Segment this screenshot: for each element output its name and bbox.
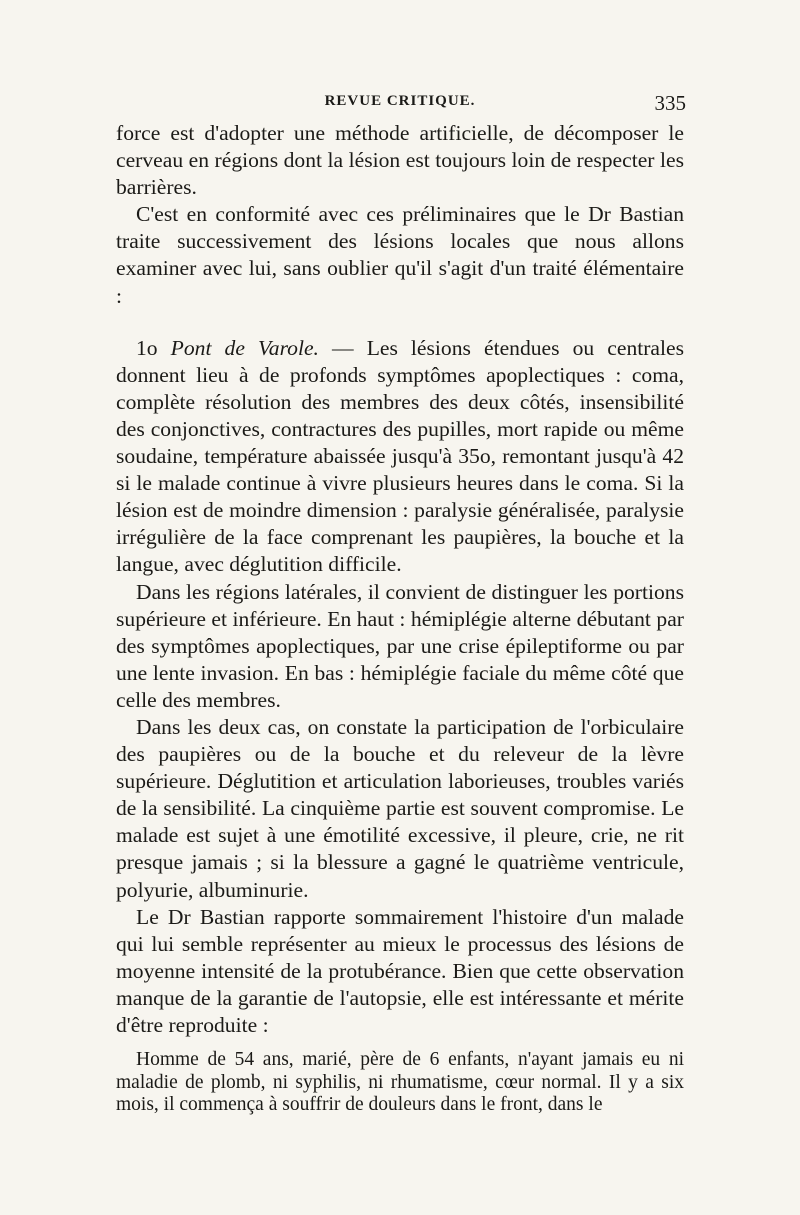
- paragraph-continuation: force est d'adopter une méthode artificielle, de décomposer le cerveau en régions dont la lésion est toujours loin de respecter les barrières.: [116, 121, 684, 200]
- section-body: — Les lésions étendues ou centrales donnent lieu à de profonds symptômes apoplectiques : coma, complète résolution des membres des deux côtés, insensibilité des conjonctives, contractures des pupilles, mort rapide ou même soudaine, température abaissée jusqu'à 35o, remontant jusqu'à 42 si le malade continue à vivre plusieurs heures dans le coma. Si la lésion est de moindre dimension : paralysie généralisée, paralysie irrégulière de la face comprenant les paupières, la bouche et la langue, avec déglutition difficile.: [116, 335, 684, 577]
- section-title: Pont de Varole.: [170, 335, 319, 360]
- paragraph-both-cases: Dans les deux cas, on constate la participation de l'orbiculaire des paupières ou de la bouche et du releveur de la lèvre supérieure. Déglutition et articulation laborieuses, troubles variés de la sensibilité. La cinquième partie est souvent compromise. Le malade est sujet à une émotilité excessive, il pleure, crie, ne rit presque jamais ; si la blessure a gagné le quatrième ventricule, polyurie, albuminurie.: [116, 714, 684, 902]
- running-title: REVUE CRITIQUE.: [324, 93, 476, 109]
- paragraph-bastian-case: Le Dr Bastian rapporte sommairement l'histoire d'un malade qui lui semble représenter au mieux le processus des lésions de moyenne intensité de la protubérance. Bien que cette observation manque de la garantie de l'autopsie, elle est intéressante et mérite d'être reproduite :: [116, 904, 684, 1037]
- paragraph-pont-de-varole: [116, 335, 684, 579]
- section-number: 1o: [136, 335, 171, 360]
- running-head: [116, 93, 684, 117]
- page-number: 335: [654, 91, 686, 115]
- paragraph-preliminaries: C'est en conformité avec ces préliminaires que le Dr Bastian traite successivement des lésions locales que nous allons examiner avec lui, sans oublier qu'il s'agit d'un traité élémentaire :: [116, 202, 684, 308]
- body-text: [116, 120, 684, 1116]
- paragraph-lateral-regions: Dans les régions latérales, il convient de distinguer les portions supérieure et inférieure. En haut : hémiplégie alterne débutant par des symptômes apoplectiques, par une crise épileptiforme ou par une lente invasion. En bas : hémiplégie faciale du même côté que celle des membres.: [116, 579, 684, 712]
- paragraph-observation: Homme de 54 ans, marié, père de 6 enfants, n'ayant jamais eu ni maladie de plomb, ni syphilis, ni rhumatisme, cœur normal. Il y a six mois, il commença à souffrir de douleurs dans le front, dans le: [116, 1049, 684, 1115]
